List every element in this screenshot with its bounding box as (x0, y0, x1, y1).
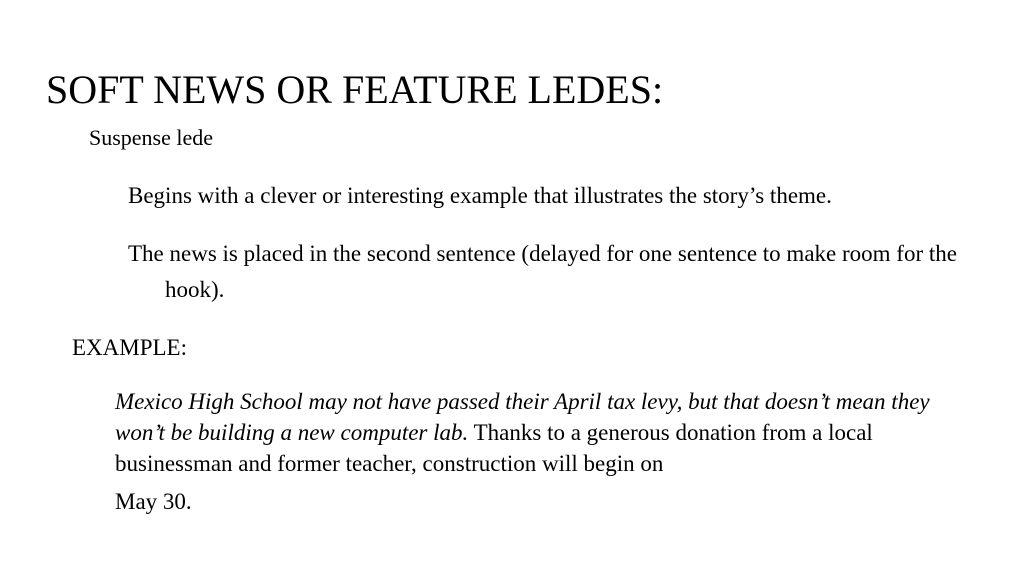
bullet-point: The news is placed in the second sentence (delayed for one sentence to make room for the hook). (128, 241, 957, 302)
example-text (115, 386, 955, 479)
example-regular-text: Thanks to a generous donation from a local businessman and former teacher, construction will begin on (115, 420, 873, 476)
example-date-line: May 30. (115, 489, 192, 514)
slide-title: SOFT NEWS OR FEATURE LEDES: (46, 67, 664, 112)
example-italic-text: Mexico High School may not have passed their April tax levy, but that doesn’t mean they won’t be building a new computer lab. (115, 389, 930, 445)
example-label: EXAMPLE: (72, 335, 187, 360)
subheading: Suspense lede (89, 125, 214, 150)
bullet-point: Begins with a clever or interesting example that illustrates the story’s theme. (128, 183, 832, 208)
